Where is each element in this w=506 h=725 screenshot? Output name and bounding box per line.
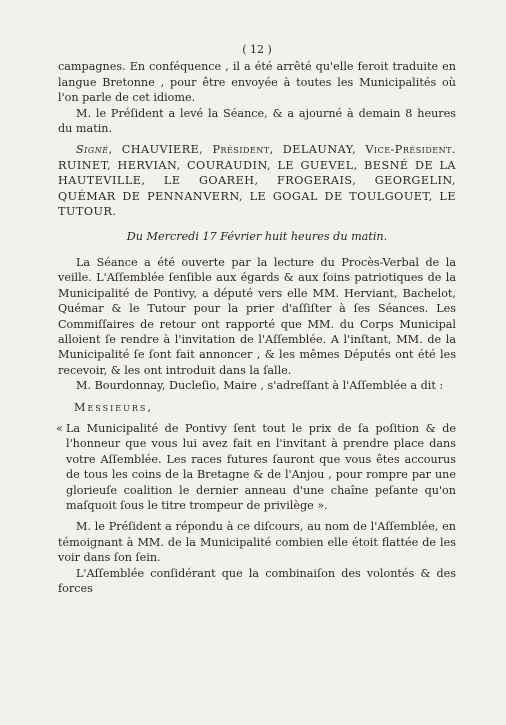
paragraph-opening: La Séance a été ouverte par la lecture du Procès-Verbal de la veille. L'Aſſemblée ſenſible aux égards & aux ſoins patriotiques de la Municipalité de Pontivy, a député vers elle MM. Herviant, Bachelot, Quémar & le Tutour pour la prier d'aſſiſter à ſes Séances. Les Commiſſaires de retour ont rapporté que MM. du Corps Municipal alloient ſe rendre à l'invitation de l'Aſſemblée. A l'inſtant, MM. de la Municipalité ſe ſont fait annoncer , & les mêmes Députés ont été les recevoir, & les ont introduit dans la ſalle.	[58, 255, 456, 377]
paragraph-adjourn: M. le Préſident a levé la Séance, & a ajourné à demain 8 heures du matin.	[58, 106, 456, 136]
page-number: ( 12 )	[242, 43, 272, 56]
quote-mark: «	[56, 421, 63, 435]
session-date-heading: Du Mercredi 17 Février huit heures du matin.	[126, 230, 388, 244]
speech-text: La Municipalité de Pontivy ſent tout le prix de ſa poſition & de l'honneur que vous lui avez fait en l'invitant à prendre place dans votre Aſſemblée. Les races futures ſauront que vous êtes accourus de tous les coins de la Bretagne & de l'Anjou , pour rompre par une glorieuſe coalition le dernier anneau d'une chaîne peſante qu'on maſquoit ſous le titre trompeur de privilège ».	[66, 421, 456, 512]
paragraph-response: M. le Préſident a répondu à ce diſcours, au nom de l'Aſſemblée, en témoignant à MM. de la Municipalité combien elle étoit flattée de les voir dans ſon ſein.	[58, 520, 456, 565]
signed-label: Signé	[76, 143, 109, 157]
signatures-list: , CHAUVIERE, Préſident, DELAUNAY, Vice-Préſident. RUINET, HERVIAN, COURAUDIN, LE GUEVEL, BESNÉ DE LA HAUTEVILLE, LE GOAREH, FROGERAIS, GEORGELIN, QUÉMAR DE PENNANVERN, LE GOGAL DE TOULGOUET, LE TUTOUR.	[58, 143, 456, 219]
paragraph-translation: campagnes. En conféquence , il a été arrêté qu'elle feroit traduite en langue Bretonne , pour être envoyée à toutes les Municipalités où l'on parle de cet idiome.	[58, 60, 456, 105]
paragraph-considering: L'Aſſemblée conſidérant que la combinaiſon des volontés & des forces	[58, 566, 456, 595]
salutation: Messieurs,	[74, 400, 153, 414]
page-body	[58, 42, 456, 596]
speech-block	[58, 421, 456, 513]
paragraph-mayor: M. Bourdonnay, Ducleſio, Maire , s'adreſſant à l'Aſſemblée a dit :	[76, 379, 444, 393]
signatures-block	[58, 142, 456, 219]
